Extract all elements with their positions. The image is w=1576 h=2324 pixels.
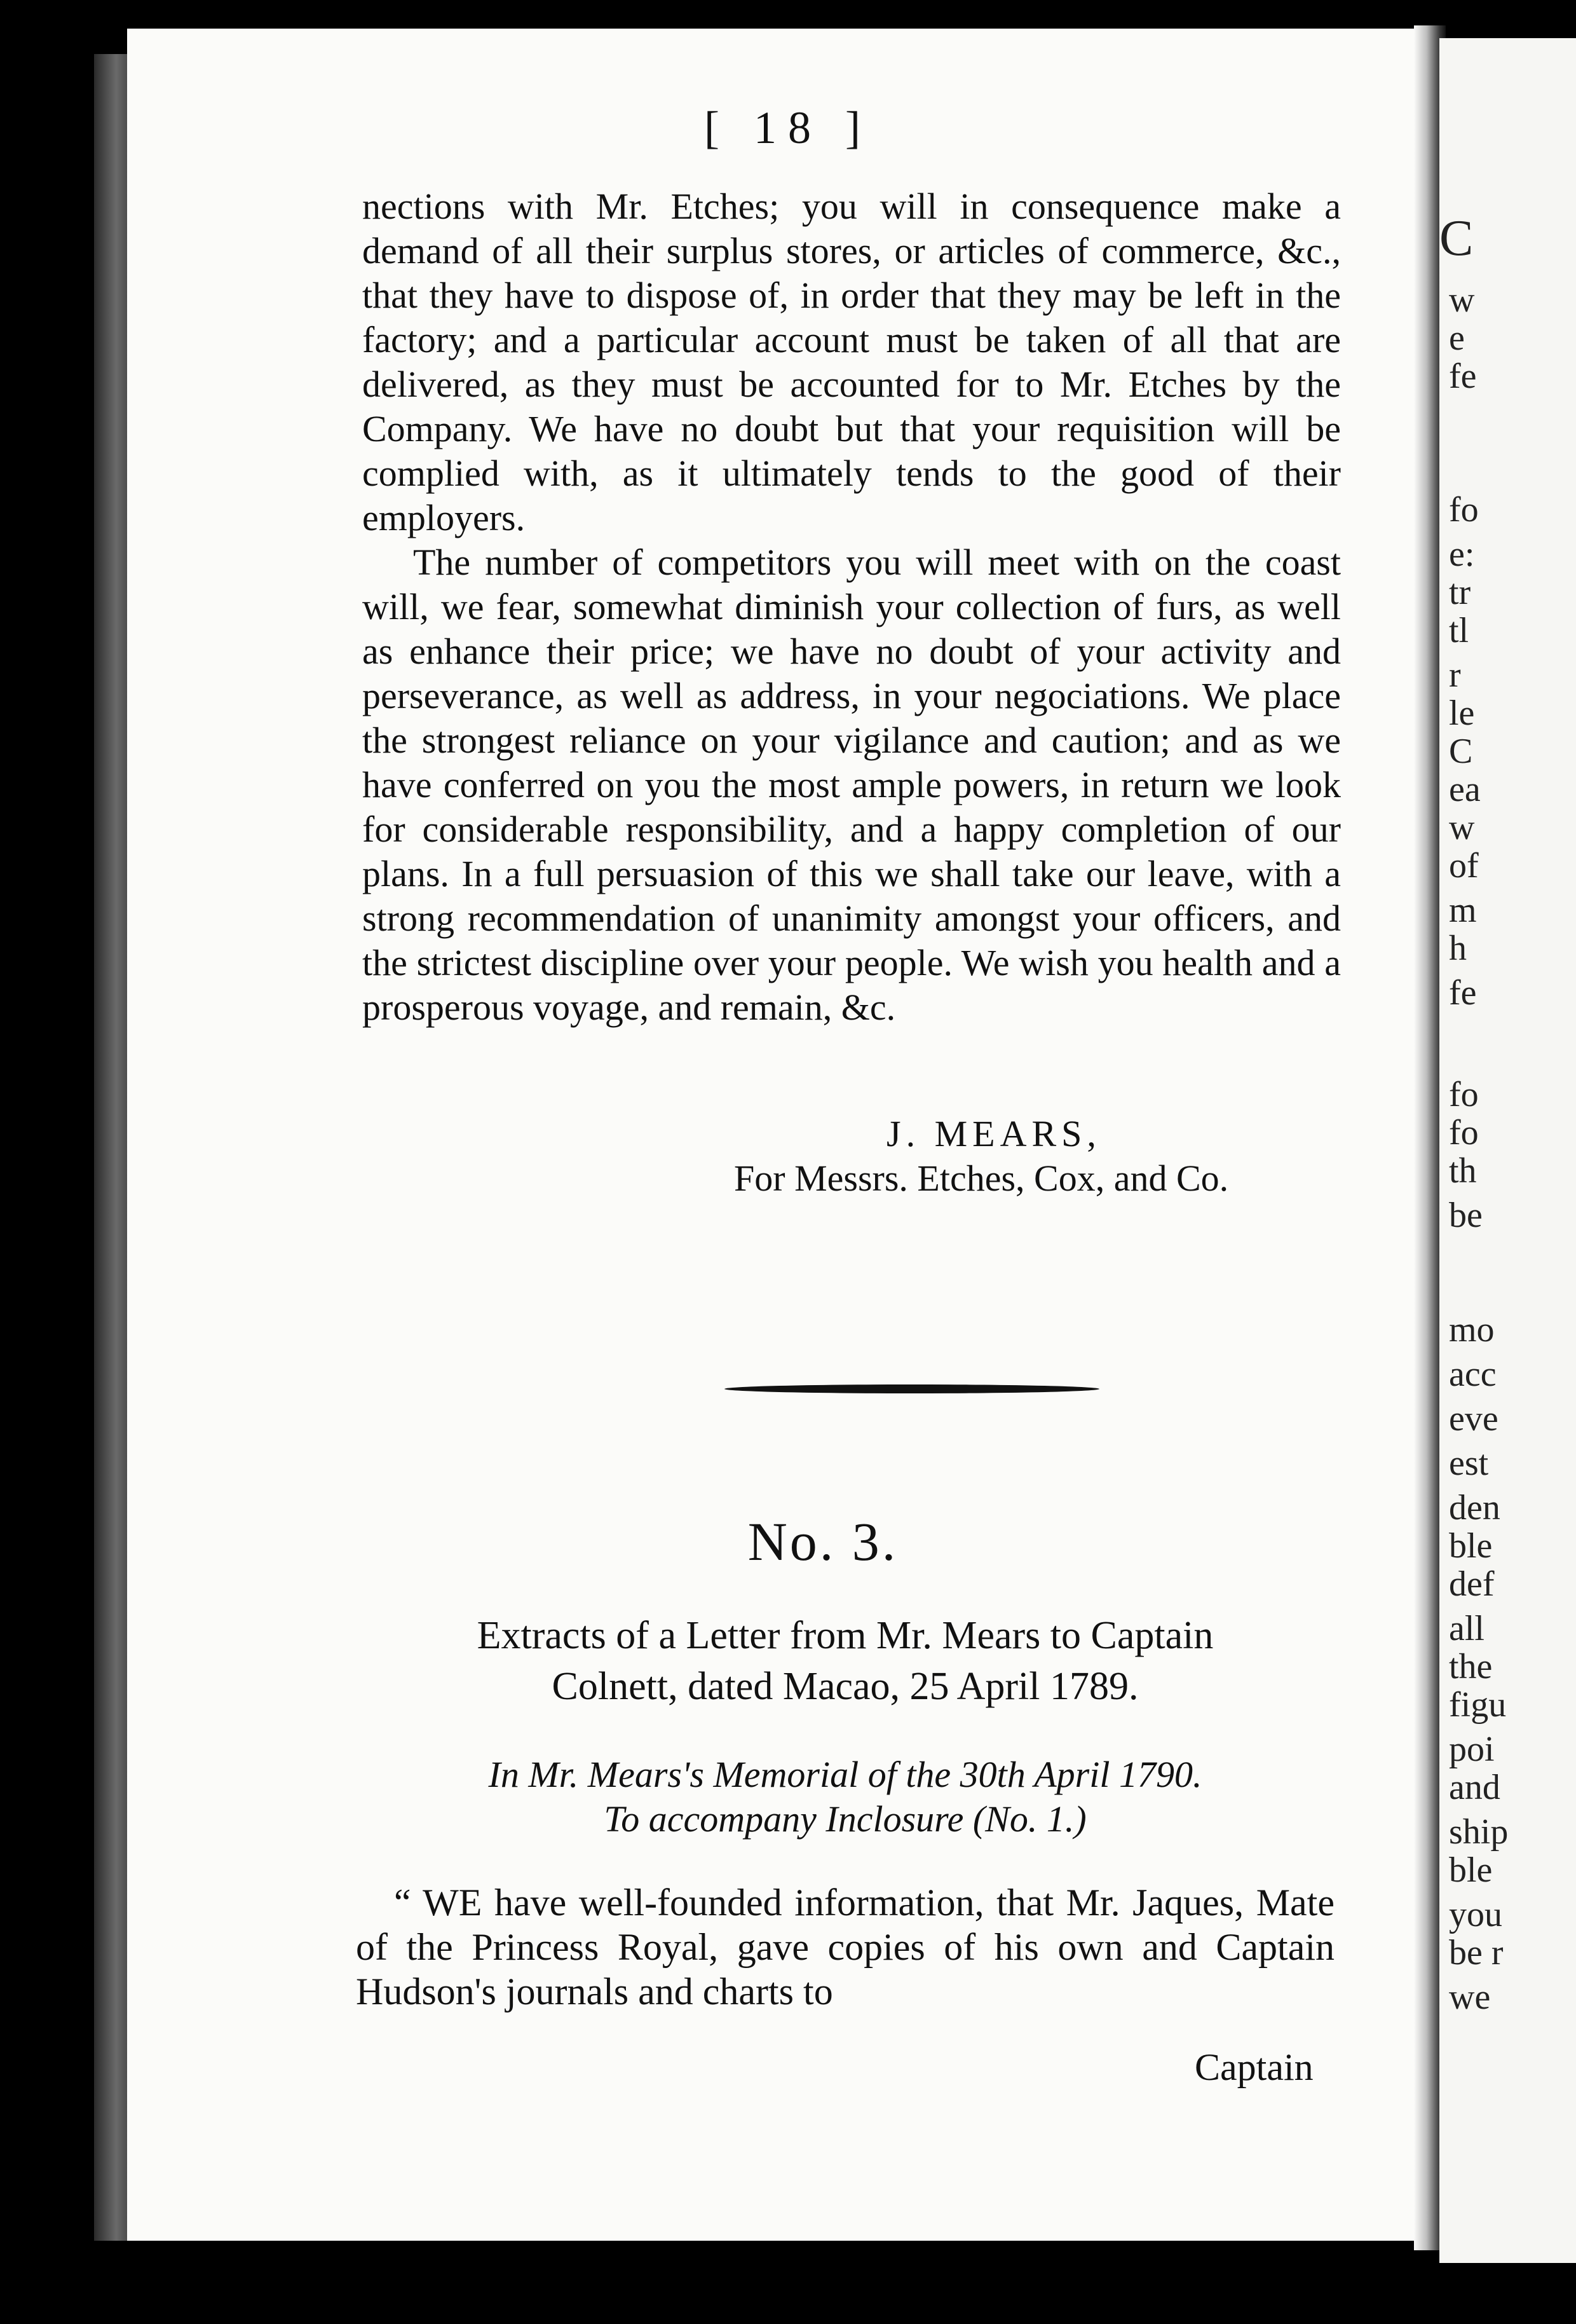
next-page-fragment: C xyxy=(1449,732,1473,771)
next-page-fragment: w xyxy=(1449,808,1475,847)
next-page-fragment: fo xyxy=(1449,1075,1479,1114)
next-page-fragment: be r xyxy=(1449,1933,1504,1972)
letter-body xyxy=(362,184,1341,1030)
catchword: Captain xyxy=(1195,2046,1314,2088)
next-page-fragment: fo xyxy=(1449,1113,1479,1152)
next-page-fragment: r xyxy=(1449,655,1461,695)
next-page-fragment: w xyxy=(1449,280,1475,320)
next-page-fragment: eve xyxy=(1449,1399,1498,1439)
next-page-fragment: C xyxy=(1439,210,1474,266)
next-page-fragment: figu xyxy=(1449,1685,1507,1725)
next-page-fragment: m xyxy=(1449,891,1477,930)
next-page-fragment: fe xyxy=(1449,357,1477,396)
next-page-fragment: est xyxy=(1449,1444,1489,1483)
next-page-fragment: tr xyxy=(1449,573,1471,612)
next-page-fragment: be xyxy=(1449,1196,1483,1235)
next-page-fragment: tl xyxy=(1449,611,1469,650)
next-page-fragment: poi xyxy=(1449,1730,1495,1769)
section-number: No. 3. xyxy=(747,1511,899,1572)
quoted-letter xyxy=(356,1880,1335,2014)
next-page-fragment: e xyxy=(1449,318,1465,358)
next-page-fragment: le xyxy=(1449,694,1475,733)
quoted-letter-text: “ WE have well-founded information, that Mr. Jaques, Mate of the Princess Royal, gave copies of his own and Captain Hudson's journals and charts to xyxy=(356,1882,1335,2013)
next-page-fragment: fo xyxy=(1449,490,1479,530)
extract-title-line-2: Colnett, dated Macao, 25 April 1789. xyxy=(552,1665,1139,1708)
enclosure-reference: To accompany Inclosure (No. 1.) xyxy=(604,1798,1087,1840)
next-page-fragment: den xyxy=(1449,1488,1500,1528)
next-page-fragment: e: xyxy=(1449,535,1475,574)
next-page-fragment: ble xyxy=(1449,1850,1493,1890)
signature-for: For Messrs. Etches, Cox, and Co. xyxy=(734,1158,1229,1199)
memorial-reference: In Mr. Mears's Memorial of the 30th April 1790. xyxy=(488,1754,1202,1795)
next-page-margin xyxy=(1439,38,1576,2263)
next-page-fragment: acc xyxy=(1449,1355,1497,1394)
next-page-fragment: the xyxy=(1449,1647,1493,1686)
section-divider xyxy=(724,1384,1099,1393)
next-page-fragment: ship xyxy=(1449,1812,1509,1852)
next-page-fragment: h xyxy=(1449,929,1467,968)
next-page-fragment: you xyxy=(1449,1895,1502,1934)
next-page-fragment: ea xyxy=(1449,770,1481,809)
next-page-fragment: mo xyxy=(1449,1310,1495,1350)
next-page-fragment: all xyxy=(1449,1609,1484,1648)
next-page-fragment: and xyxy=(1449,1768,1500,1807)
letter-paragraph-1: nections with Mr. Etches; you will in consequence make a demand of all their surplus stores, or articles of commerce, &c., that they have to dispose of, in order that they may be left in the factory; and a particular account must be taken of all that are delivered, as they must be accounted for to Mr. Etches by the Company. We have no doubt but that your requisition will be complied with, as it ultimately tends to the good of their employers. xyxy=(362,186,1341,538)
extract-title-line-1: Extracts of a Letter from Mr. Mears to Captain xyxy=(477,1614,1214,1657)
next-page-fragment: ble xyxy=(1449,1526,1493,1566)
letter-paragraph-2: The number of competitors you will meet with on the coast will, we fear, somewhat diminish your collection of furs, as well as enhance their price; we have no doubt of your activity and perseverance, as well as address, in your negociations. We place the strongest reliance on your vigilance and caution; and as we have conferred on you the most ample powers, in return we look for considerable responsibility, and a happy completion of our plans. In a full persuasion of this we shall take our leave, with a strong recommendation of unanimity amongst your officers, and the strictest discipline over your people. We wish you health and a prosperous voyage, and remain, &c. xyxy=(362,542,1341,1028)
next-page-fragment: of xyxy=(1449,846,1479,885)
next-page-fragment: we xyxy=(1449,1978,1491,2017)
signature: J. MEARS, xyxy=(886,1113,1101,1154)
next-page-fragment: th xyxy=(1449,1151,1477,1191)
page-number: [ 18 ] xyxy=(704,102,872,153)
next-page-fragment: def xyxy=(1449,1564,1495,1604)
next-page-fragment: fe xyxy=(1449,973,1477,1013)
